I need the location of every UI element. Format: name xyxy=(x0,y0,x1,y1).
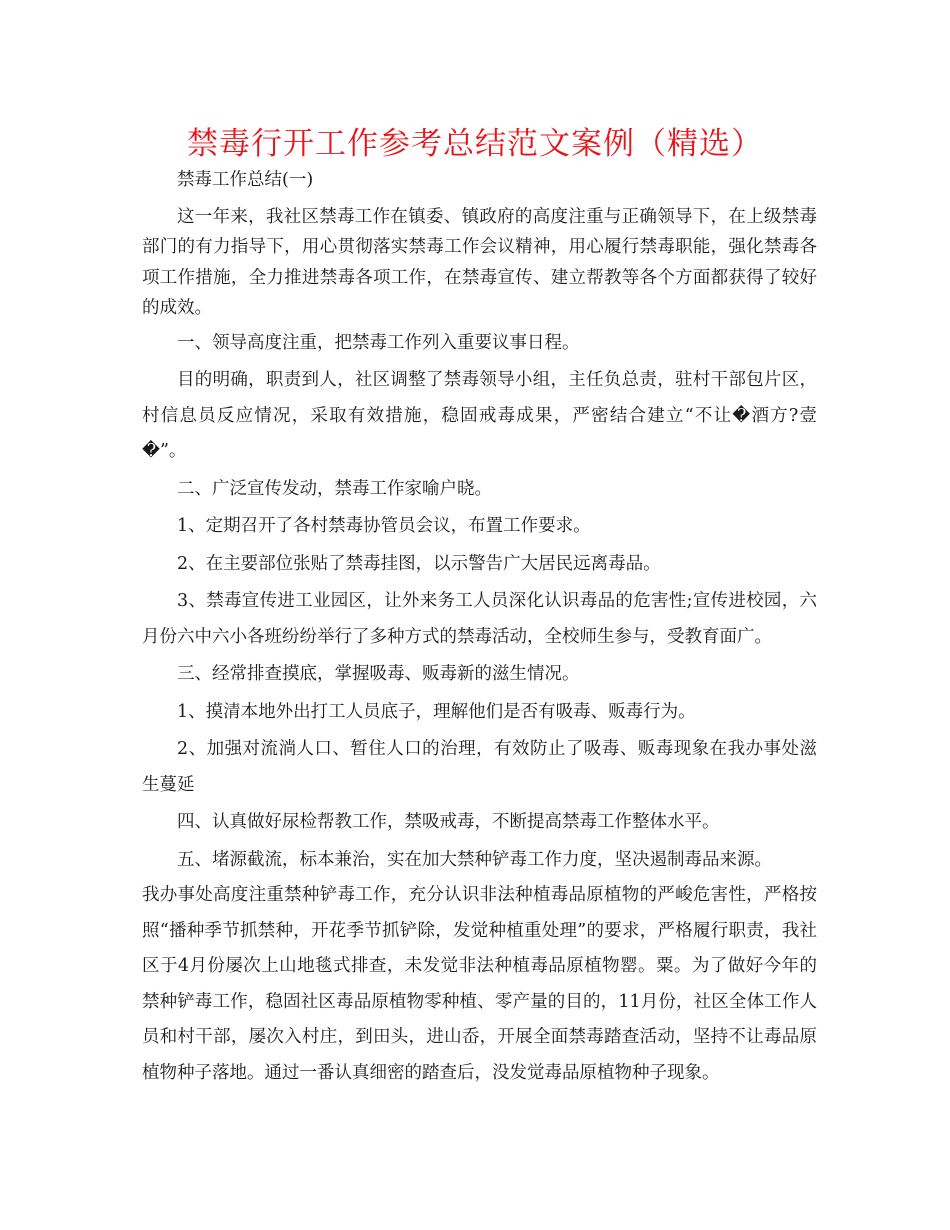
paragraph-item-2-1: 1、定期召开了各村禁毒协管员会议，布置工作要求。 xyxy=(177,516,591,536)
paragraph-intro: 这一年来，我社区禁毒工作在镇委、镇政府的高度注重与正确领导下，在上级禁毒部门的有力指导下，用心贯彻落实禁毒工作会议精神，用心履行禁毒职能，强化禁毒各项工作措施，全力推进禁毒各项工作，在禁毒宣传、建立帮教等各个方面都获得了较好的成效。 xyxy=(142,206,817,318)
paragraph-item-3-1: 1、摸清本地外出打工人员底子，理解他们是否有吸毒、贩毒行为。 xyxy=(177,701,696,722)
paragraph-point-5: 我办事处高度注重禁种铲毒工作，充分认识非法种植毒品原植物的严峻危害性，严格按照“播种季节抓禁种，开花季节抓铲除，发觉种植重处理”的要求，严格履行职责，我社区于4月份屡次上山地毯式排查，未发觉非法种植毒品原植物罂。粟。为了做好今年的禁种铲毒工作，稳固社区毒品原植物零种植、零产量的目的，11月份，社区全体工作人员和村干部，屡次入村庄，到田头，进山岙，开展全面禁毒踏查活动，坚持不让毒品原植物种子落地。通过一番认真细密的踏查后，没发觉毒品原植物种子现象。 xyxy=(142,885,817,1083)
document-title: 禁毒行开工作参考总结范文案例（精选） xyxy=(187,126,763,162)
heading-point-4: 四、认真做好尿检帮教工作，禁吸戒毒，不断提高禁毒工作整体水平。 xyxy=(177,812,720,832)
paragraph-item-2-2: 2、在主要部位张贴了禁毒挂图，以示警告广大居民远离毒品。 xyxy=(177,553,661,574)
section-heading: 禁毒工作总结(一) xyxy=(177,170,314,190)
paragraph-item-2-3: 3、禁毒宣传进工业园区，让外来务工人员深化认识毒品的危害性;宣传进校园，六月份六中六小各班纷纷举行了多种方式的禁毒活动，全校师生参与，受教育面广。 xyxy=(142,591,817,647)
heading-point-5: 五、堵源截流，标本兼治，实在加大禁种铲毒工作力度，坚决遏制毒品来源。 xyxy=(177,849,772,870)
document-body xyxy=(142,165,817,1091)
heading-point-1: 一、领导高度注重，把禁毒工作列入重要议事日程。 xyxy=(177,332,580,353)
heading-point-2: 二、广泛宣传发动，禁毒工作家喻户晓。 xyxy=(177,478,492,499)
heading-point-3: 三、经常排查摸底，掌握吸毒、贩毒新的滋生情况。 xyxy=(177,664,580,684)
paragraph-item-3-2: 2、加强对流淌人口、暂住人口的治理，有效防止了吸毒、贩毒现象在我办事处滋生蔓延 xyxy=(142,739,817,795)
paragraph-point-1: 目的明确，职责到人，社区调整了禁毒领导小组，主任负总责，驻村干部包片区，村信息员反应情况，采取有效措施，稳固戒毒成果，严密结合建立“不让�酒方?壹�”。 xyxy=(142,370,817,461)
